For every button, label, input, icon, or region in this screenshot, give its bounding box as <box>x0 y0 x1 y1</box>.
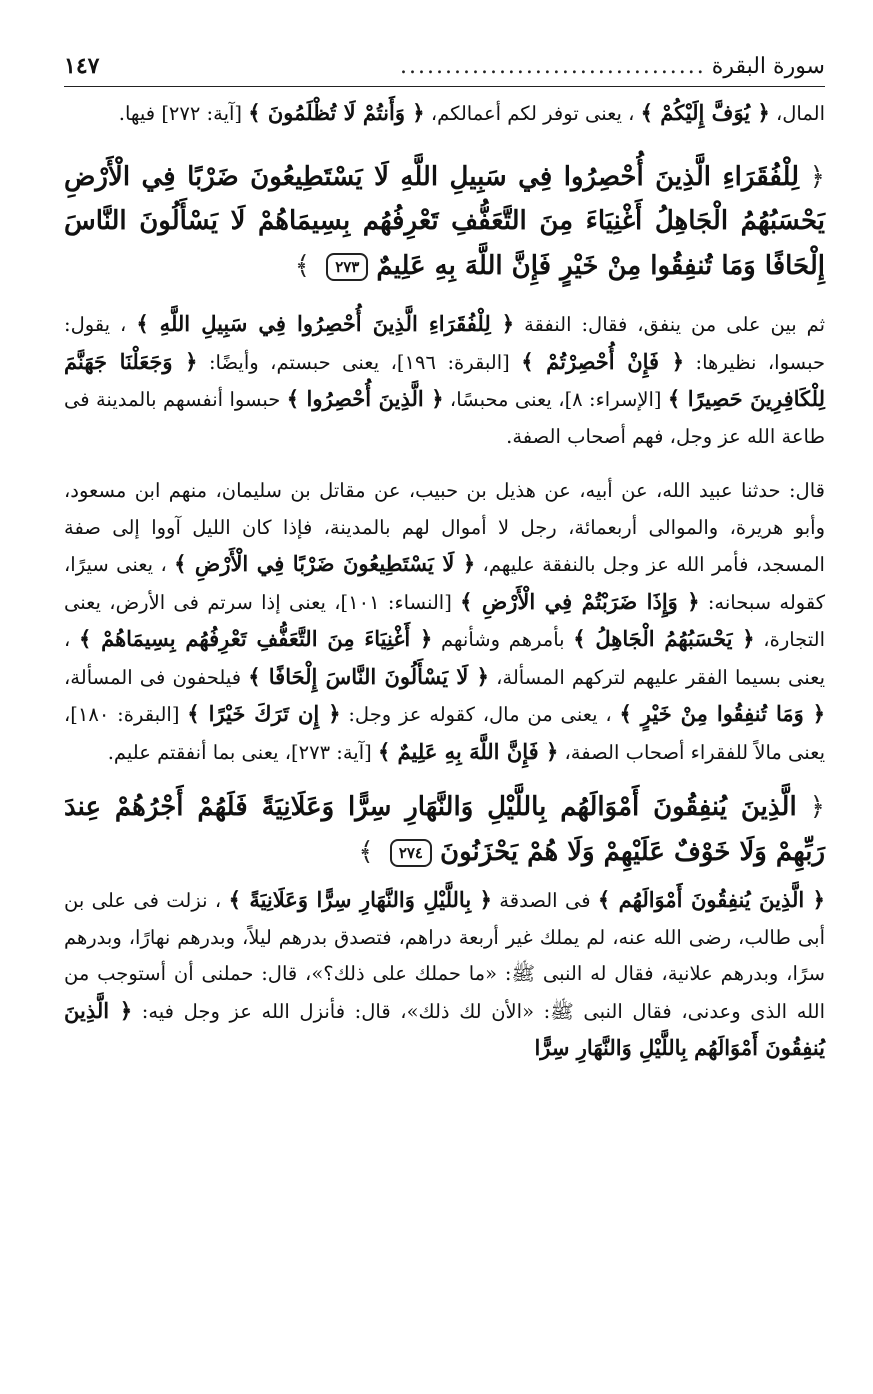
verse-273 <box>64 155 825 289</box>
commentary-text: ثم بين على من ينفق، فقال: النفقة <box>514 313 826 336</box>
commentary-text: ، يعنى من مال، كقوله عز وجل: <box>340 703 620 726</box>
verse-274 <box>64 785 825 874</box>
verse-open-bracket: ﴿ <box>799 161 826 192</box>
quran-quote: ﴿ لِلْفُقَرَاءِ الَّذِينَ أُحْصِرُوا فِي سَبِيلِ اللَّهِ ﴾ <box>136 311 515 336</box>
quran-quote: ﴿ فَإِنَّ اللَّهَ بِهِ عَلِيمٌ ﴾ <box>377 738 559 764</box>
verse-close-bracket: ﴾ <box>358 836 382 867</box>
quran-quote: ﴿ بِاللَّيْلِ وَالنَّهَارِ سِرًّا وَعَلَانِيَةً ﴾ <box>228 887 492 912</box>
commentary-text: [الإسراء: ٨]، يعنى محبسًا، <box>443 388 668 411</box>
quran-quote: ﴿ الَّذِينَ أُحْصِرُوا ﴾ <box>286 386 444 411</box>
quran-quote: ﴿ وَمَا تُنفِقُوا مِنْ خَيْرٍ ﴾ <box>619 701 825 726</box>
commentary-text: [النساء: ١٠١]، يعنى إذا سرتم فى الأرض، يعنى التجارة، <box>64 590 826 651</box>
page-number: ١٤٧ <box>64 53 100 79</box>
quran-quote: ﴿ يُوَفَّ إِلَيْكُمْ ﴾ <box>640 100 770 125</box>
commentary-paragraph-3 <box>64 882 825 1068</box>
commentary-text: فيلحفون فى المسألة، <box>64 665 249 689</box>
quran-quote: ﴿ يَحْسَبُهُمُ الْجَاهِلُ ﴾ <box>573 626 755 651</box>
quran-quote: ﴿ لَا يَسْتَطِيعُونَ ضَرْبًا فِي الْأَرْضِ ﴾ <box>174 551 476 576</box>
commentary-text: ، يعنى بسيما الفقر عليهم لتركهم المسألة، <box>64 628 826 689</box>
verse-text: الَّذِينَ يُنفِقُونَ أَمْوَالَهُم بِاللَّيْلِ وَالنَّهَارِ سِرًّا وَعَلَانِيَةً فَلَهُمْ أَجْرُهُمْ عِندَ رَبِّهِمْ وَلَا خَوْفٌ عَلَيْهِمْ وَلَا هُمْ يَحْزَنُونَ <box>64 792 825 867</box>
commentary-paragraph-2 <box>64 473 825 771</box>
commentary-text: حبسوا أنفسهم بالمدينة فى طاعة الله عز وجل، فهم أصحاب الصفة. <box>64 388 825 448</box>
quran-quote: ﴿ إِن تَرَكَ خَيْرًا ﴾ <box>187 701 341 726</box>
commentary-paragraph-1 <box>64 306 825 455</box>
ayah-number-marker: ٢٧٤ <box>390 839 432 867</box>
header-rule <box>64 86 825 87</box>
intro-text: [آية: ٢٧٢] فيها. <box>118 102 249 125</box>
verse-open-bracket: ﴿ <box>796 792 825 822</box>
commentary-text: [البقرة: ١٨٠]، يعنى مالاً للفقراء أصحاب الصفة، <box>64 703 825 764</box>
commentary-text: ، نزلت فى على بن أبى طالب، رضى الله عنه، لم يملك غير أربعة دراهم، فتصدق بدرهم ليلاً، وبدرهم نهارًا، وبدرهم سرًا، وبدرهم علانية، فقال له النبى ﷺ: «ما حملك على ذلك؟»، قال: حملنى أن أستوجب من الله الذى وعدنى، فقال النبى ﷺ: «الأن لك ذلك»، قال: فأنزل الله عز وجل فيه: <box>64 889 825 1023</box>
verse-close-bracket: ﴾ <box>294 250 319 281</box>
header-leader-dots: .................................. <box>400 54 706 79</box>
commentary-text: فى الصدقة <box>491 889 598 912</box>
commentary-text: ، يقول: حبسوا، نظيرها: <box>64 313 826 374</box>
quran-quote: ﴿ الَّذِينَ يُنفِقُونَ أَمْوَالَهُم بِاللَّيْلِ وَالنَّهَارِ سِرًّا <box>64 997 825 1060</box>
quran-quote: ﴿ وَإِذَا ضَرَبْتُمْ فِي الْأَرْضِ ﴾ <box>460 588 700 614</box>
quran-quote: ﴿ وَأَنتُمْ لَا تُظْلَمُونَ ﴾ <box>248 100 425 125</box>
commentary-text: [آية: ٢٧٣]، يعنى بما أنفقتم عليم. <box>107 740 378 764</box>
quran-quote: ﴿ أَغْنِيَاءَ مِنَ التَّعَفُّفِ تَعْرِفُهُم بِسِيمَاهُمْ ﴾ <box>79 626 433 651</box>
verse-text: لِلْفُقَرَاءِ الَّذِينَ أُحْصِرُوا فِي سَبِيلِ اللَّهِ لَا يَسْتَطِيعُونَ ضَرْبًا فِي الْأَرْضِ يَحْسَبُهُمُ الْجَاهِلُ أَغْنِيَاءَ مِنَ التَّعَفُّفِ تَعْرِفُهُم بِسِيمَاهُمْ لَا يَسْأَلُونَ النَّاسَ إِلْحَافًا وَمَا تُنفِقُوا مِنْ خَيْرٍ فَإِنَّ اللَّهَ بِهِ عَلِيمٌ <box>64 161 825 281</box>
ayah-number-marker: ٢٧٣ <box>326 253 368 281</box>
intro-text: ، يعنى توفر لكم أعمالكم، <box>424 102 641 125</box>
quran-quote: ﴿ فَإِنْ أُحْصِرْتُمْ ﴾ <box>521 348 685 374</box>
quran-quote: ﴿ الَّذِينَ يُنفِقُونَ أَمْوَالَهُم ﴾ <box>597 887 825 912</box>
intro-text: المال، <box>769 102 825 125</box>
page-header <box>64 50 825 84</box>
commentary-text: قال: حدثنا عبيد الله، عن أبيه، عن هذيل بن حبيب، عن مقاتل بن سليمان، منهم ابن مسعود، وأبو هريرة، والموالى أربعمائة، رجل لا أموال لهم بالمدينة، فإذا كان الليل آووا إلى صفة المسجد، فأمر الله عز وجل بالنفقة عليهم، <box>64 479 825 576</box>
commentary-text: ، يعنى سيرًا، كقوله سبحانه: <box>64 553 825 614</box>
surah-title: سورة البقرة <box>711 54 825 79</box>
commentary-text: [البقرة: ١٩٦]، يعنى حبستم، وأيضًا: <box>197 350 522 374</box>
intro-paragraph <box>64 95 825 133</box>
book-page <box>64 50 825 1378</box>
commentary-text: بأمرهم وشأنهم <box>432 628 574 651</box>
quran-quote: ﴿ لَا يَسْأَلُونَ النَّاسَ إِلْحَافًا ﴾ <box>248 663 489 689</box>
quran-quote: ﴿ وَجَعَلْنَا جَهَنَّمَ لِلْكَافِرِينَ حَصِيرًا ﴾ <box>64 348 825 411</box>
